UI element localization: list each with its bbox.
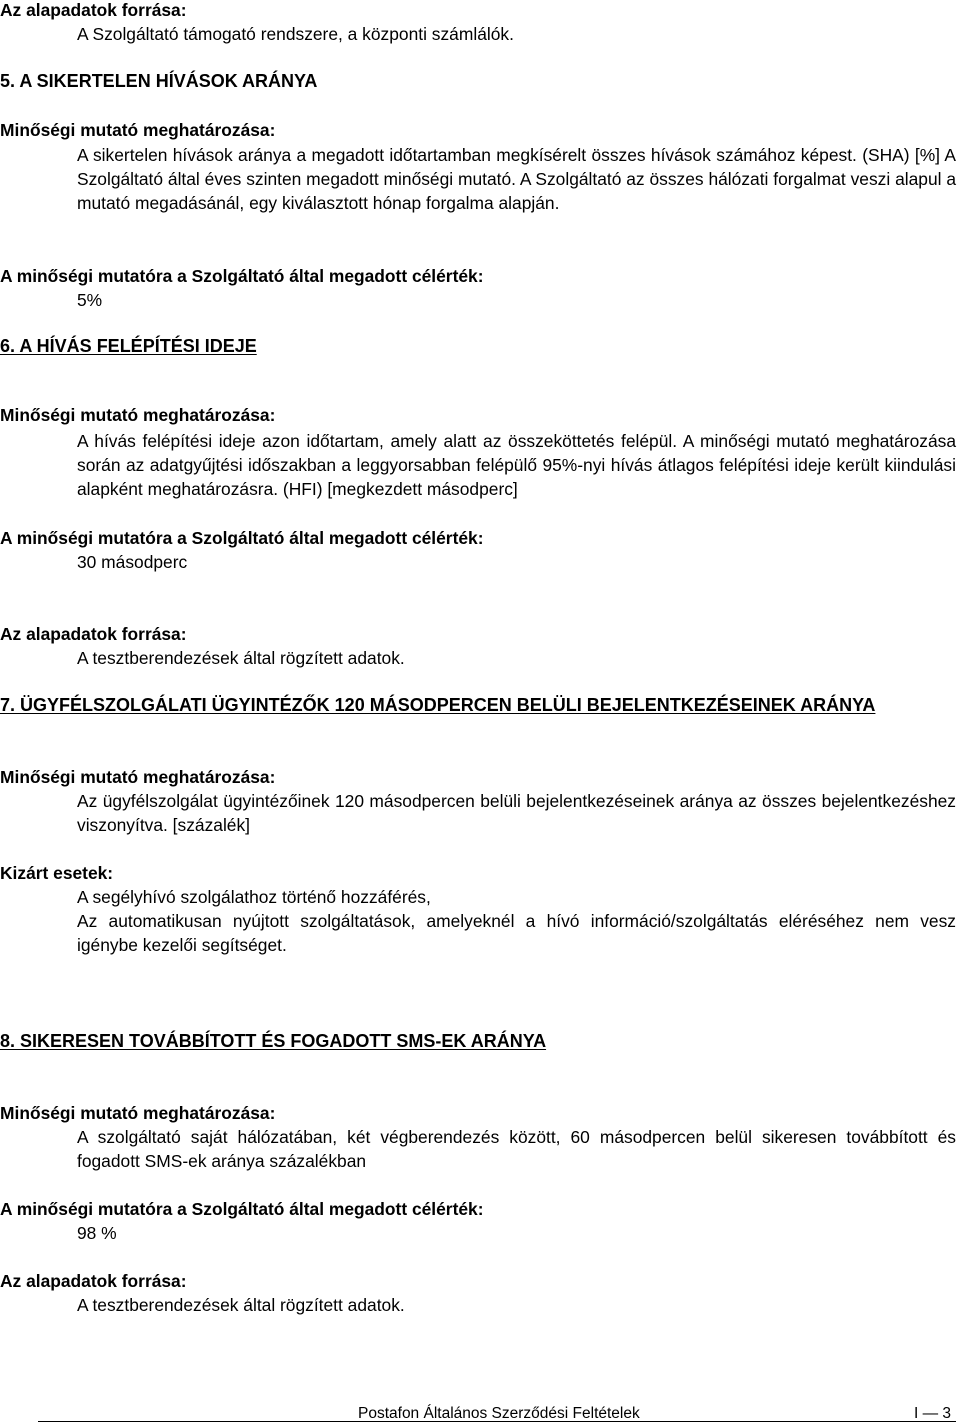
section-6-target-label: A minőségi mutatóra a Szolgáltató által megadott célérték:	[0, 528, 484, 548]
section-8-target-value: 98 %	[77, 1223, 117, 1243]
section-6-heading-text: 6. A HÍVÁS FELÉPÍTÉSI IDEJE	[0, 336, 257, 356]
section-5-target-value: 5%	[77, 290, 103, 310]
section-8-target-label: A minőségi mutatóra a Szolgáltató által megadott célérték:	[0, 1199, 484, 1219]
section-6-source-label: Az alapadatok forrása:	[0, 624, 187, 644]
section-7-excluded-item-2: Az automatikusan nyújtott szolgáltatások, amelyeknél a hívó információ/szolgáltatás eléréséhez nem vesz igénybe kezelői segítséget.	[77, 911, 956, 955]
section-7-definition-text: Az ügyfélszolgálat ügyintézőinek 120 másodpercen belüli bejelentkezéseinek aránya az összes bejelentkezéshez viszonyítva. [százalék]	[77, 791, 956, 835]
section-5-heading: 5. A SIKERTELEN HÍVÁSOK ARÁNYA	[0, 71, 318, 91]
footer-page-number: I — 3	[914, 1405, 952, 1422]
section-7-excluded-label: Kizárt esetek:	[0, 863, 114, 883]
section-6-target-value: 30 másodperc	[77, 552, 188, 572]
section-7-definition-label: Minőségi mutató meghatározása:	[0, 767, 276, 787]
section-6-definition-text: A hívás felépítési ideje azon időtartam, amely alatt az összeköttetés felépül. A minőségi mutató meghatározása során az adatgyűjtési időszakban a leggyorsabban felépülő 95%-nyi hívás átlagos felépítési ideje került kiindulási alapként meghatározásra. (HFI) [megkezdett másodperc]	[77, 431, 956, 499]
section-7-excluded-item-1: A segélyhívó szolgálathoz történő hozzáférés,	[77, 887, 431, 907]
section-8-source-label: Az alapadatok forrása:	[0, 1271, 187, 1291]
footer-title: Postafon Általános Szerződési Feltételek	[358, 1405, 640, 1422]
section-6-heading	[0, 334, 956, 358]
section-8-source-text: A tesztberendezések által rögzített adatok.	[77, 1295, 405, 1315]
section-8-heading	[0, 1029, 956, 1053]
section-5-target-label: A minőségi mutatóra a Szolgáltató által megadott célérték:	[0, 266, 484, 286]
section-6-source-text: A tesztberendezések által rögzített adatok.	[77, 648, 405, 668]
source-text: A Szolgáltató támogató rendszere, a központi számlálók.	[77, 24, 514, 44]
section-7-heading-text: 7. ÜGYFÉLSZOLGÁLATI ÜGYINTÉZŐK 120 MÁSODPERCEN BELÜLI BEJELENTKEZÉSEINEK ARÁNYA	[0, 695, 876, 715]
section-5-definition-text: A sikertelen hívások aránya a megadott időtartamban megkísérelt összes hívások számához képest. (SHA) [%] A Szolgáltató által éves szinten megadott minőségi mutató. A Szolgáltató az összes hálózati forgalmat veszi alapul a mutató megadásánál, egy kiválasztott hónap forgalma alapján.	[77, 145, 956, 213]
section-8-definition-text: A szolgáltató saját hálózatában, két végberendezés között, 60 másodpercen belül sikeresen továbbított és fogadott SMS-ek aránya százalékban	[77, 1127, 956, 1171]
section-5-definition-label: Minőségi mutató meghatározása:	[0, 120, 276, 140]
section-6-definition-label: Minőségi mutató meghatározása:	[0, 405, 276, 425]
section-8-definition-label: Minőségi mutató meghatározása:	[0, 1103, 276, 1123]
section-7-heading	[0, 693, 956, 717]
source-label: Az alapadatok forrása:	[0, 0, 187, 20]
section-8-heading-text: 8. SIKERESEN TOVÁBBÍTOTT ÉS FOGADOTT SMS-EK ARÁNYA	[0, 1031, 547, 1051]
